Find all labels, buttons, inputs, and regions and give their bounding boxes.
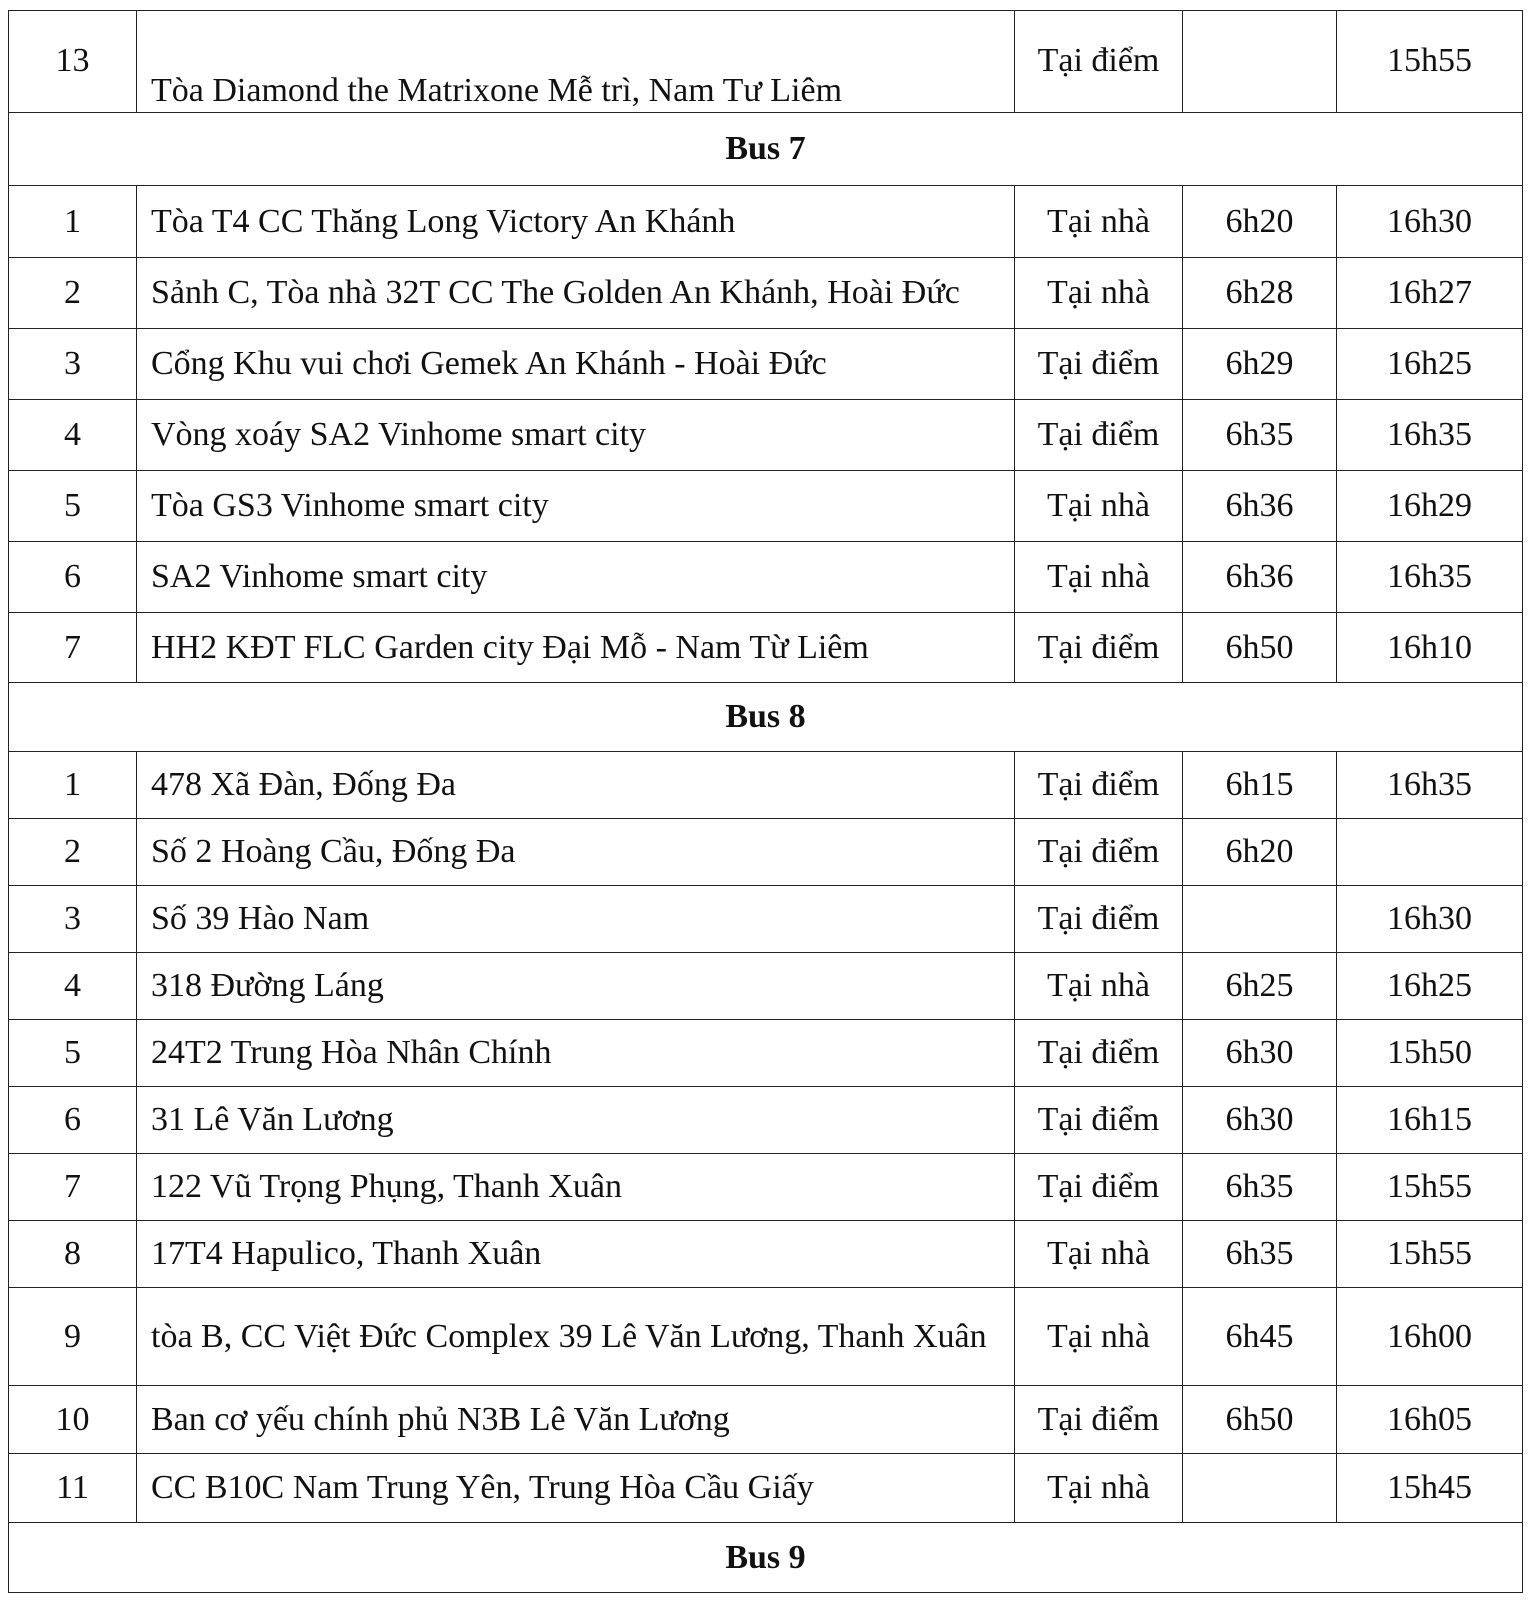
afternoon-time: 16h25	[1337, 329, 1523, 400]
table-row	[9, 1020, 1523, 1087]
morning-time: 6h28	[1183, 258, 1337, 329]
afternoon-time: 15h55	[1337, 1221, 1523, 1288]
afternoon-time: 16h27	[1337, 258, 1523, 329]
pickup-type: Tại nhà	[1015, 258, 1183, 329]
stop-number: 8	[9, 1221, 137, 1288]
pickup-type: Tại điểm	[1015, 752, 1183, 819]
bus-9-header-row	[9, 1523, 1523, 1593]
morning-time: 6h45	[1183, 1288, 1337, 1386]
afternoon-time: 16h10	[1337, 613, 1523, 683]
table-row	[9, 186, 1523, 258]
stop-number: 5	[9, 471, 137, 542]
stop-address: Tòa Diamond the Matrixone Mễ trì, Nam Tư Liêm	[137, 11, 1015, 113]
table-row	[9, 400, 1523, 471]
table-row	[9, 258, 1523, 329]
table-row	[9, 752, 1523, 819]
morning-time: 6h35	[1183, 1221, 1337, 1288]
pickup-type: Tại điểm	[1015, 1154, 1183, 1221]
pickup-type: Tại nhà	[1015, 1288, 1183, 1386]
morning-time: 6h15	[1183, 752, 1337, 819]
stop-number: 9	[9, 1288, 137, 1386]
stop-number: 3	[9, 886, 137, 953]
table-row	[9, 1454, 1523, 1523]
afternoon-time: 16h35	[1337, 542, 1523, 613]
stop-address: Tòa T4 CC Thăng Long Victory An Khánh	[137, 186, 1015, 258]
stop-number: 10	[9, 1386, 137, 1454]
afternoon-time: 16h15	[1337, 1087, 1523, 1154]
table-row	[9, 819, 1523, 886]
morning-time: 6h29	[1183, 329, 1337, 400]
pickup-type: Tại điểm	[1015, 1020, 1183, 1087]
stop-address: 17T4 Hapulico, Thanh Xuân	[137, 1221, 1015, 1288]
stop-address: SA2 Vinhome smart city	[137, 542, 1015, 613]
stop-address: Vòng xoáy SA2 Vinhome smart city	[137, 400, 1015, 471]
stop-address: 478 Xã Đàn, Đống Đa	[137, 752, 1015, 819]
table-row	[9, 471, 1523, 542]
afternoon-time: 16h30	[1337, 186, 1523, 258]
afternoon-time: 16h29	[1337, 471, 1523, 542]
morning-time: 6h36	[1183, 542, 1337, 613]
stop-number: 7	[9, 1154, 137, 1221]
pickup-type: Tại điểm	[1015, 886, 1183, 953]
morning-time: 6h25	[1183, 953, 1337, 1020]
morning-time	[1183, 11, 1337, 113]
table-row	[9, 1288, 1523, 1386]
stop-number: 11	[9, 1454, 137, 1523]
morning-time: 6h35	[1183, 1154, 1337, 1221]
stop-address: HH2 KĐT FLC Garden city Đại Mỗ - Nam Từ Liêm	[137, 613, 1015, 683]
stop-address: Cổng Khu vui chơi Gemek An Khánh - Hoài Đức	[137, 329, 1015, 400]
stop-number: 6	[9, 542, 137, 613]
pickup-type: Tại điểm	[1015, 1386, 1183, 1454]
morning-time: 6h30	[1183, 1020, 1337, 1087]
afternoon-time: 16h30	[1337, 886, 1523, 953]
table-row	[9, 329, 1523, 400]
pickup-type: Tại điểm	[1015, 329, 1183, 400]
pickup-type: Tại điểm	[1015, 1087, 1183, 1154]
afternoon-time: 15h55	[1337, 1154, 1523, 1221]
pickup-type: Tại nhà	[1015, 186, 1183, 258]
morning-time: 6h50	[1183, 1386, 1337, 1454]
bus-schedule-table	[8, 10, 1523, 1593]
stop-number: 2	[9, 819, 137, 886]
afternoon-time: 15h50	[1337, 1020, 1523, 1087]
afternoon-time: 15h55	[1337, 11, 1523, 113]
stop-number: 13	[9, 11, 137, 113]
stop-address: 31 Lê Văn Lương	[137, 1087, 1015, 1154]
stop-number: 2	[9, 258, 137, 329]
afternoon-time: 15h45	[1337, 1454, 1523, 1523]
table-row	[9, 11, 1523, 113]
afternoon-time: 16h35	[1337, 752, 1523, 819]
table-row	[9, 613, 1523, 683]
pickup-type: Tại điểm	[1015, 613, 1183, 683]
table-row	[9, 953, 1523, 1020]
stop-address: tòa B, CC Việt Đức Complex 39 Lê Văn Lương, Thanh Xuân	[137, 1288, 1015, 1386]
morning-time: 6h36	[1183, 471, 1337, 542]
stop-number: 4	[9, 953, 137, 1020]
bus-7-header-row	[9, 113, 1523, 186]
morning-time: 6h50	[1183, 613, 1337, 683]
pickup-type: Tại nhà	[1015, 1454, 1183, 1523]
stop-number: 1	[9, 186, 137, 258]
pickup-type: Tại nhà	[1015, 471, 1183, 542]
afternoon-time: 16h35	[1337, 400, 1523, 471]
morning-time: 6h35	[1183, 400, 1337, 471]
table-row	[9, 1154, 1523, 1221]
pickup-type: Tại điểm	[1015, 11, 1183, 113]
afternoon-time: 16h05	[1337, 1386, 1523, 1454]
stop-address: Số 2 Hoàng Cầu, Đống Đa	[137, 819, 1015, 886]
stop-number: 7	[9, 613, 137, 683]
bus-7-title: Bus 7	[9, 113, 1523, 186]
table-row	[9, 886, 1523, 953]
morning-time: 6h20	[1183, 186, 1337, 258]
afternoon-time	[1337, 819, 1523, 886]
afternoon-time: 16h25	[1337, 953, 1523, 1020]
stop-address: 318 Đường Láng	[137, 953, 1015, 1020]
afternoon-time: 16h00	[1337, 1288, 1523, 1386]
pickup-type: Tại điểm	[1015, 819, 1183, 886]
stop-address: Sảnh C, Tòa nhà 32T CC The Golden An Khánh, Hoài Đức	[137, 258, 1015, 329]
table-row	[9, 1087, 1523, 1154]
stop-address: 122 Vũ Trọng Phụng, Thanh Xuân	[137, 1154, 1015, 1221]
stop-number: 4	[9, 400, 137, 471]
stop-address: Tòa GS3 Vinhome smart city	[137, 471, 1015, 542]
morning-time: 6h30	[1183, 1087, 1337, 1154]
bus-8-header-row	[9, 683, 1523, 752]
morning-time: 6h20	[1183, 819, 1337, 886]
stop-address: CC B10C Nam Trung Yên, Trung Hòa Cầu Giấy	[137, 1454, 1015, 1523]
stop-number: 1	[9, 752, 137, 819]
table-row	[9, 1221, 1523, 1288]
stop-number: 6	[9, 1087, 137, 1154]
morning-time	[1183, 1454, 1337, 1523]
stop-address: Số 39 Hào Nam	[137, 886, 1015, 953]
stop-number: 5	[9, 1020, 137, 1087]
stop-address: Ban cơ yếu chính phủ N3B Lê Văn Lương	[137, 1386, 1015, 1454]
bus-9-title: Bus 9	[9, 1523, 1523, 1593]
stop-address: 24T2 Trung Hòa Nhân Chính	[137, 1020, 1015, 1087]
table-row	[9, 1386, 1523, 1454]
pickup-type: Tại nhà	[1015, 1221, 1183, 1288]
pickup-type: Tại điểm	[1015, 400, 1183, 471]
morning-time	[1183, 886, 1337, 953]
bus-8-title: Bus 8	[9, 683, 1523, 752]
pickup-type: Tại nhà	[1015, 542, 1183, 613]
pickup-type: Tại nhà	[1015, 953, 1183, 1020]
table-row	[9, 542, 1523, 613]
stop-number: 3	[9, 329, 137, 400]
